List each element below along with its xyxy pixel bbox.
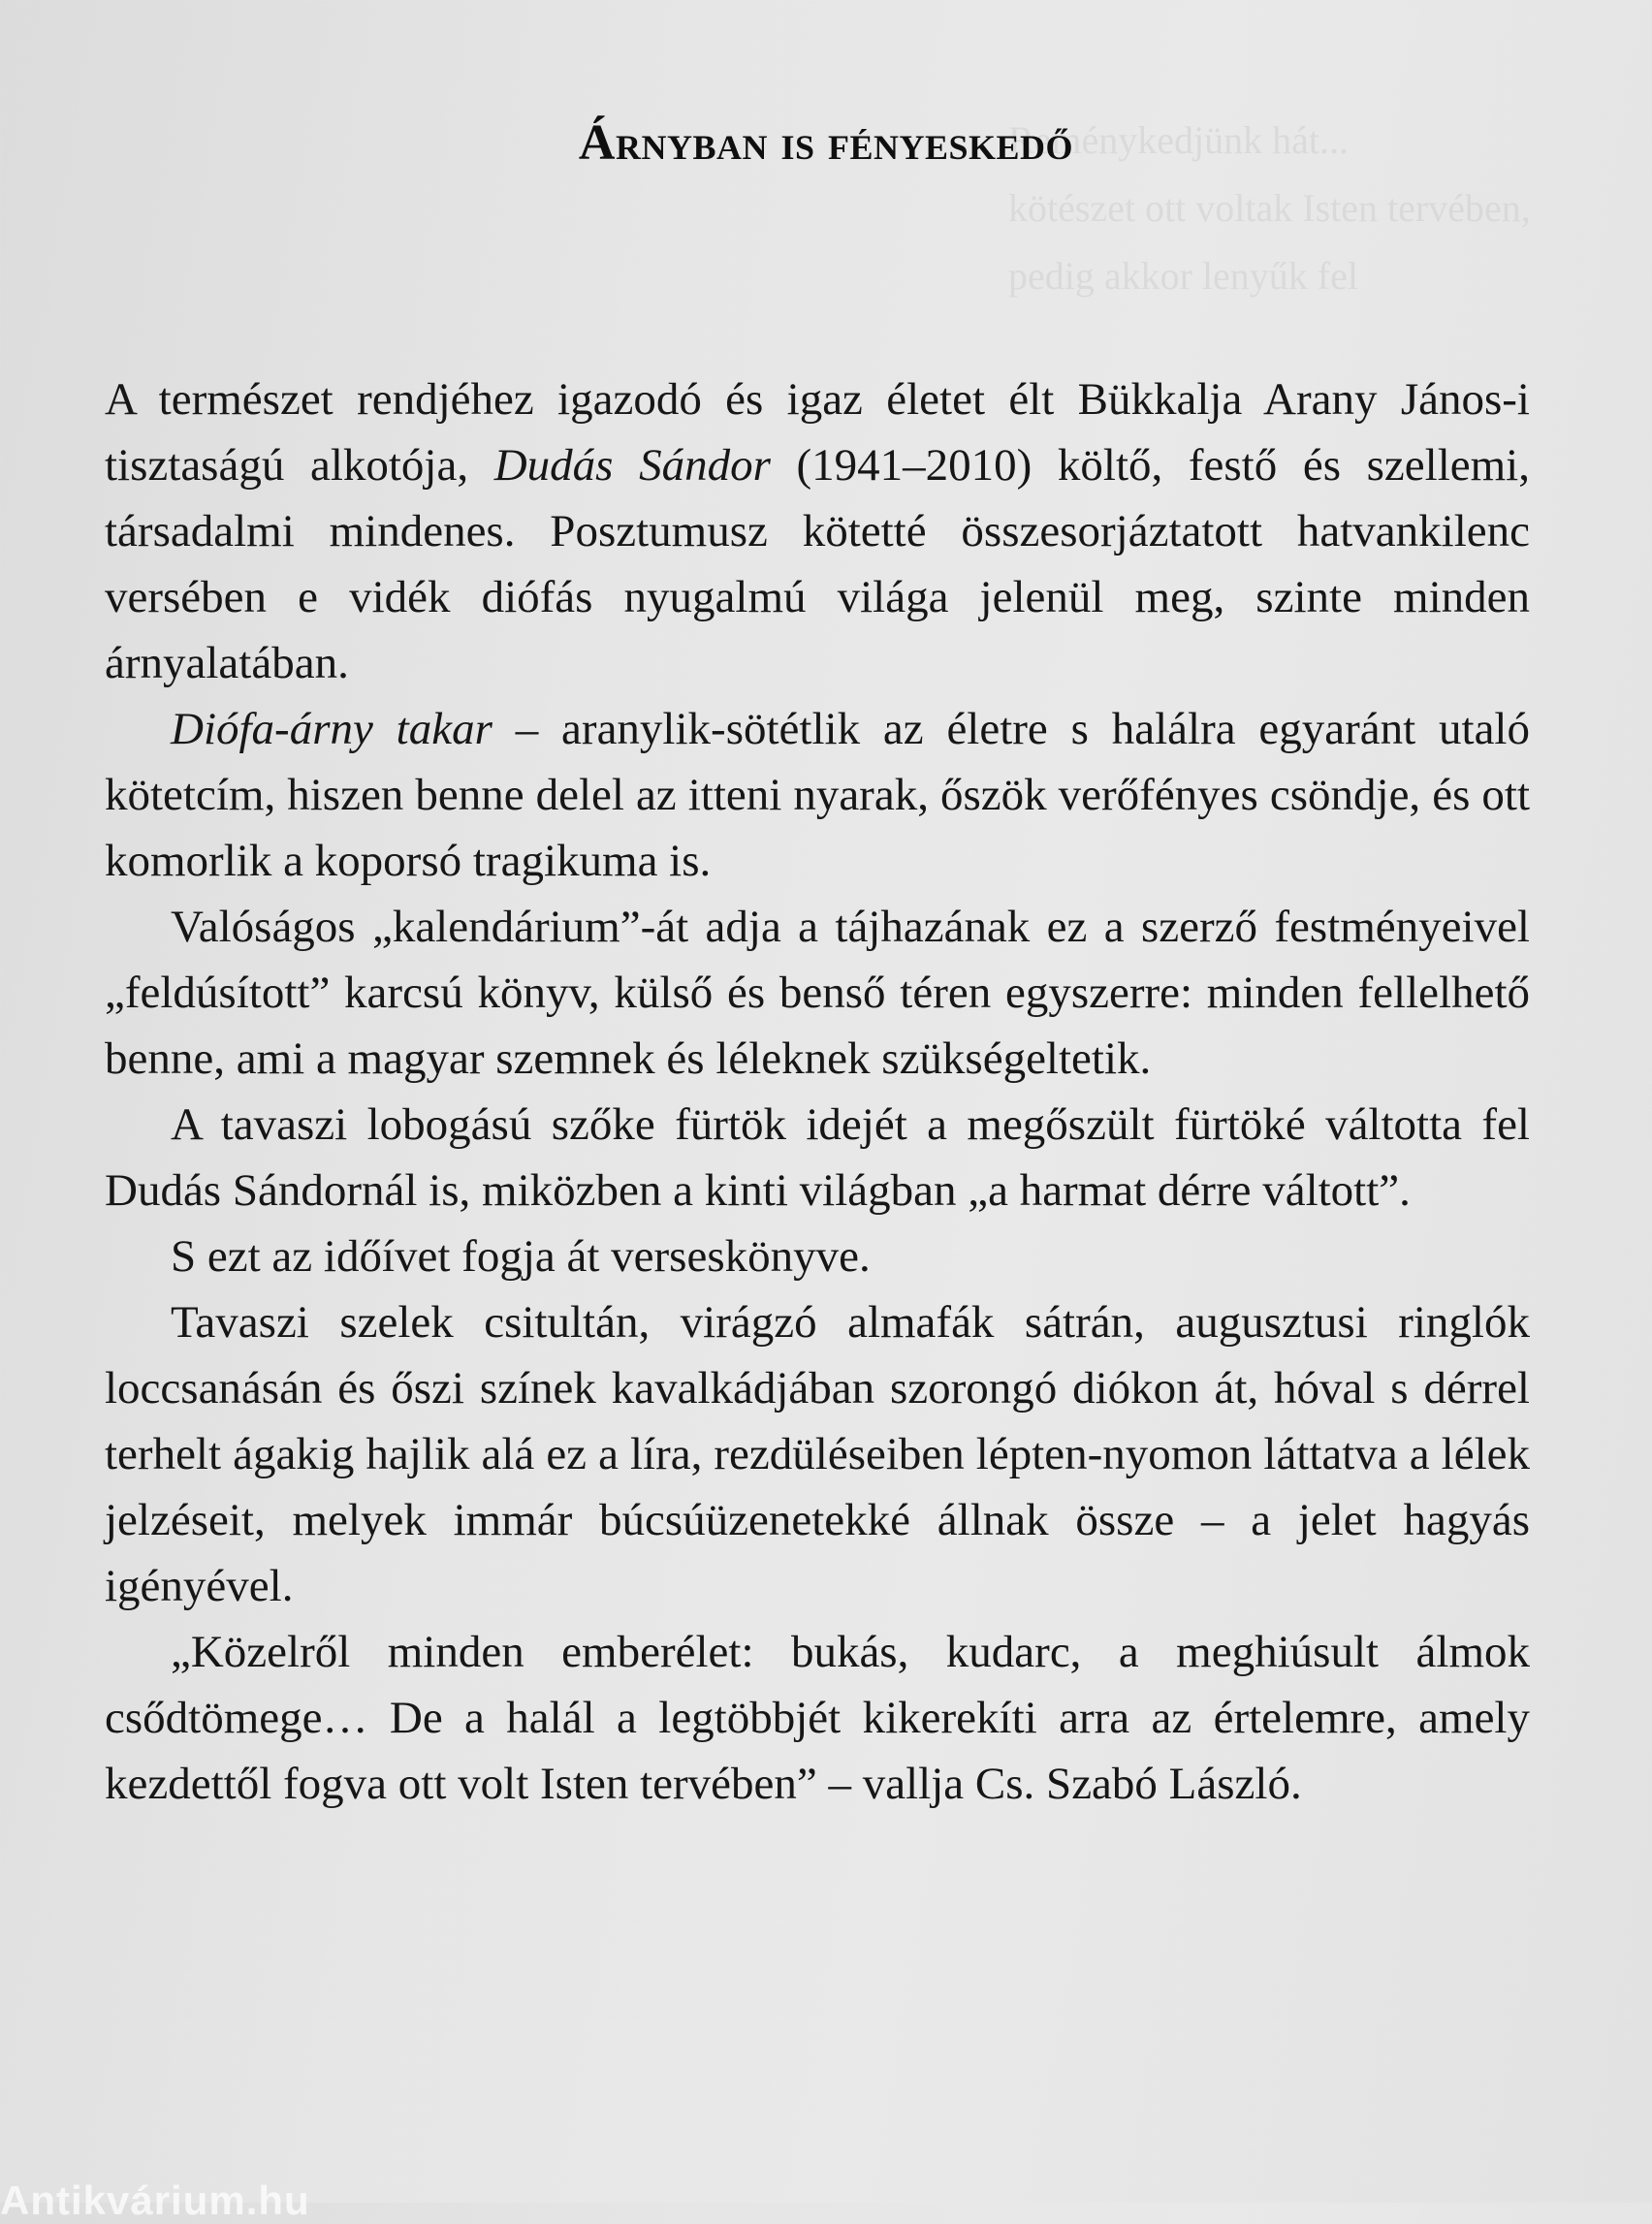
- paragraph-2: [105, 696, 1530, 894]
- paragraph-1-part-1: A természet rendjéhez igazodó és igaz életet élt Bükkalja Arany János-i tisztaságú alkotója,: [105, 374, 1530, 491]
- bleed-through-text: Reménykedjünk hát... kötészet ott voltak Isten tervében, pedig akkor lenyűk fel: [1008, 118, 1531, 298]
- body-text: [105, 366, 1530, 1817]
- paragraph-3: Valóságos „kalendárium”-át adja a tájhazának ez a szerző festményeivel „feldúsított” karcsú könyv, külső és benső téren egyszerre: minden fellelhető benne, ami a magyar szemnek és léleknek szükségeltetik.: [105, 902, 1530, 1084]
- page-title: Árnyban is fényeskedő: [578, 115, 1074, 171]
- book-title: Diófa-árny takar: [171, 704, 492, 754]
- paragraph-6: Tavaszi szelek csitultán, virágzó almafák sátrán, augusztusi ringlók loccsanásán és őszi színek kavalkádjában szorongó diókon át, hóval s dérrel terhelt ágakig hajlik alá ez a líra, rezdüléseiben lépten-nyomon láttatva a lélek jelzéseit, melyek immár búcsúüzenetekké állnak össze – a jelet hagyás igényével.: [105, 1297, 1530, 1611]
- paragraph-1-part-3: (1941–2010) költő, festő és szellemi, társadalmi mindenes. Posztumusz kötetté összesorjáztatott hatvankilenc versében e vidék diófás nyugalmú világa jelenül meg, szinte minden árnyalatában.: [105, 440, 1530, 688]
- author-name: Dudás Sándor: [493, 440, 771, 491]
- paragraph-4: A tavaszi lobogású szőke fürtök idejét a megőszült fürtöké váltotta fel Dudás Sándornál is, miközben a kinti világban „a harmat dérre váltott”.: [105, 1099, 1530, 1216]
- watermark: Antikvárium.hu: [0, 2177, 310, 2223]
- paragraph-7: „Közelről minden emberélet: bukás, kudarc, a meghiúsult álmok csődtömege… De a halál a legtöbbjét kikerekíti arra az értelemre, amely kezdettől fogva ott volt Isten tervében” – vallja Cs. Szabó László.: [105, 1627, 1530, 1809]
- paragraph-1: [105, 366, 1530, 696]
- paragraph-2-part-2: – aranylik-sötétlik az életre s halálra egyaránt utaló kötetcím, hiszen benne delel az itteni nyarak, őszök verőfényes csöndje, és ott komorlik a koporsó tragikuma is.: [105, 704, 1530, 886]
- paragraph-5: S ezt az időívet fogja át verseskönyve.: [171, 1231, 871, 1282]
